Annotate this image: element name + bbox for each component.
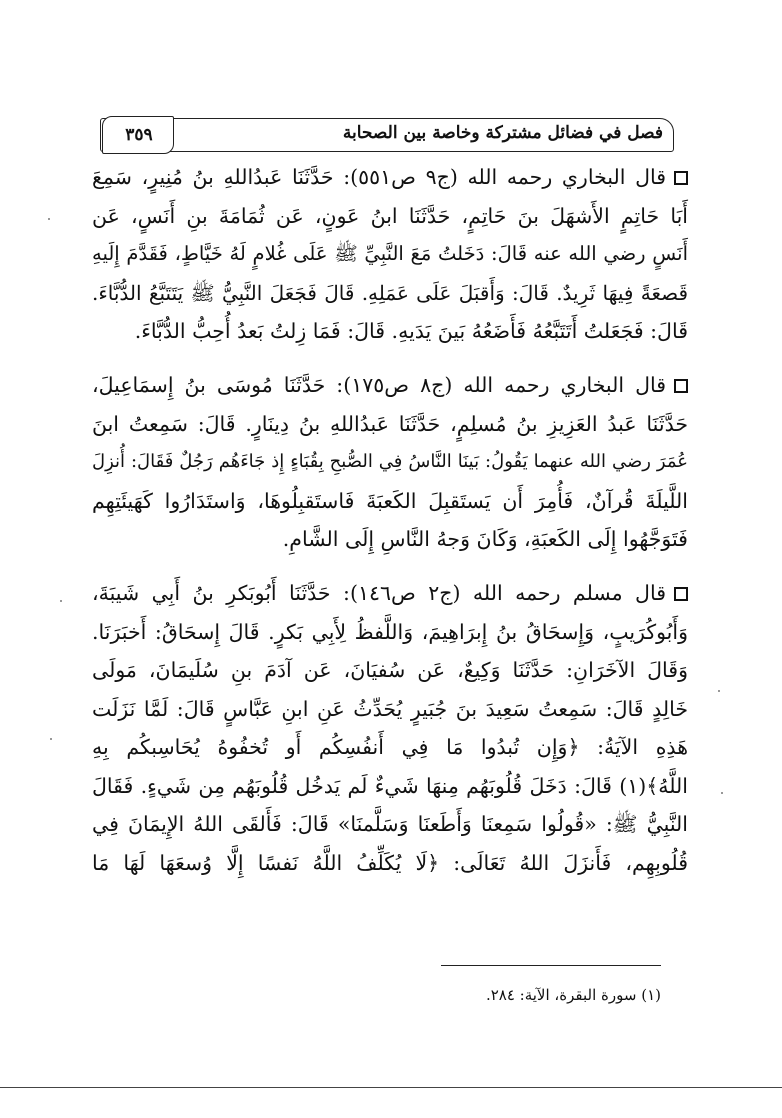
- text-line: النَّبِيُّ ﷺ: «قُولُوا سَمِعنَا وَأَطَعنَا وَسَلَّمنَا» قَالَ: فَأَلقَى اللهُ الإِيمَانَ فِي: [92, 812, 688, 836]
- page-number: ٣٥٩: [125, 125, 153, 145]
- page-header: [100, 118, 674, 152]
- text-line: قُلُوبِهِم، فَأَنزَلَ اللهُ تَعَالَى: ﴿لَا يُكَلِّفُ اللَّهُ نَفسًا إِلَّا وُسعَهَا لَهَا مَا: [92, 850, 688, 875]
- text-line: هَذِهِ الآيَةُ: ﴿وَإِن تُبدُوا مَا فِي أَنفُسِكُم أَو تُخفُوهُ يُحَاسِبكُم بِهِ: [92, 735, 688, 759]
- text-line: وَقَالَ الآخَرَانِ: حَدَّثَنَا وَكِيعٌ، عَن سُفيَانَ، عَن آدَمَ بنِ سُلَيمَانَ، مَولَى: [92, 658, 688, 682]
- text-line: اللَّهُ﴾(١) قَالَ: دَخَلَ قُلُوبَهُم مِنهَا شَيءٌ لَم يَدخُل قُلُوبَهُم مِن شَيءٍ. فَقَالَ: [92, 773, 688, 798]
- scan-speck: [50, 738, 52, 740]
- header-title: فصل في فضائل مشتركة وخاصة بين الصحابة: [342, 123, 663, 143]
- text-line: حَدَّثَنَا عَبدُ العَزِيزِ بنُ مُسلِمٍ، حَدَّثَنَا عَبدُاللهِ بنُ دِينَارٍ. قَالَ: سَمِعتُ ابنَ: [92, 411, 688, 436]
- footnote-divider: [441, 965, 661, 966]
- square-bullet-icon: [674, 379, 688, 393]
- text-line: قال البخاري رحمه الله (ج٩ ص٥٥١): حَدَّثَنَا عَبدُاللهِ بنُ مُنِيرٍ، سَمِعَ: [92, 165, 667, 189]
- text-line: قَالَ: فَجَعَلتُ أَتَتَبَّعُهُ فَأَضَعُهُ بَينَ يَدَيهِ. قَالَ: فَمَا زِلتُ بَعدُ أُحِبُّ الدُّبَّاءَ.: [134, 319, 688, 343]
- footnote-marker: (١): [641, 986, 661, 1004]
- hadith-paragraph-2: [92, 366, 688, 559]
- text-line: قال البخاري رحمه الله (ج٨ ص١٧٥): حَدَّثَنَا مُوسَى بنُ إِسمَاعِيلَ،: [92, 373, 667, 397]
- scan-speck: [48, 218, 50, 220]
- text-line: قال مسلم رحمه الله (ج٢ ص١٤٦): حَدَّثَنَا أَبُوبَكرِ بنُ أَبِي شَيبَةَ،: [92, 581, 666, 605]
- text-line: اللَّيلَةَ قُرآنٌ، فَأُمِرَ أَن يَستَقبِلَ الكَعبَةَ فَاستَقبِلُوهَا، وَاستَدَارُوا كَهَيئَتِهِم: [92, 488, 688, 513]
- scan-speck: [60, 600, 62, 602]
- text-line: أَنَسٍ رضي الله عنه قَالَ: دَخَلتُ مَعَ النَّبِيِّ ﷺ عَلَى غُلامٍ لَهُ خَيَّاطٍ، فَقَدَّمَ إِلَيهِ: [92, 242, 688, 265]
- scan-speck: [718, 690, 720, 692]
- hadith-paragraph-3: [92, 574, 688, 882]
- square-bullet-icon: [674, 171, 688, 185]
- text-line: أَبَا حَاتِمٍ الأَشهَلَ بنَ حَاتِمٍ، حَدَّثَنَا ابنُ عَونٍ، عَن ثُمَامَةَ بنِ أَنَسٍ، عَن: [92, 203, 688, 228]
- square-bullet-icon: [674, 587, 688, 601]
- hadith-paragraph-1: [92, 158, 688, 351]
- page-number-cell: [105, 119, 173, 151]
- text-line: عُمَرَ رضي الله عنهما يَقُولُ: بَينَا النَّاسُ فِي الصُّبحِ بِقُبَاءٍ إِذ جَاءَهُم رَجُلٌ فَقَالَ: أُنزِلَ: [92, 451, 688, 472]
- scan-bottom-edge: [0, 1087, 782, 1088]
- scan-speck: [721, 792, 723, 794]
- text-line: خَالِدٍ قَالَ: سَمِعتُ سَعِيدَ بنَ جُبَيرٍ يُحَدِّثُ عَنِ ابنِ عَبَّاسٍ قَالَ: لَمَّا نَزَلَت: [92, 696, 688, 721]
- text-line: قَصعَةً فِيهَا ثَرِيدٌ. قَالَ: وَأَقبَلَ عَلَى عَمَلِهِ. قَالَ فَجَعَلَ النَّبِيُّ ﷺ يَتَتَبَّعُ الدُّبَّاءَ.: [92, 280, 688, 305]
- text-line: وَأَبُوكُرَيبٍ، وَإِسحَاقُ بنُ إِبرَاهِيمَ، وَاللَّفظُ لِأَبِي بَكرٍ. قَالَ إِسحَاقُ: أَخبَرَنَا.: [92, 619, 688, 644]
- footnote-text: سورة البقرة، الآية: ٢٨٤.: [485, 986, 637, 1004]
- text-line: فَتَوَجَّهُوا إِلَى الكَعبَةِ، وَكَانَ وَجهُ النَّاسِ إِلَى الشَّامِ.: [282, 527, 688, 551]
- footnote: [486, 986, 661, 1004]
